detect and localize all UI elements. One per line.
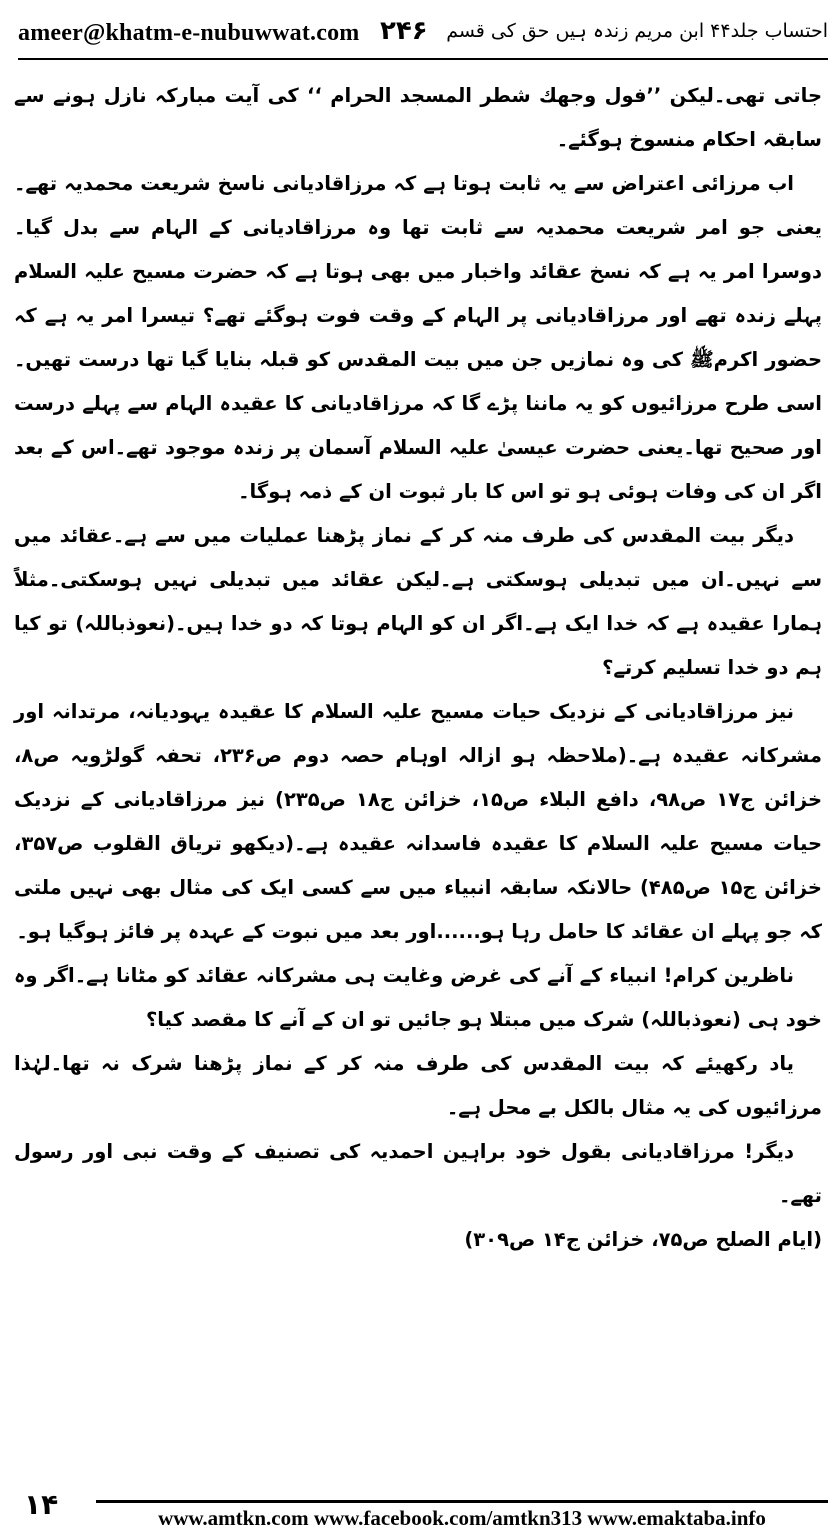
paragraph-7: دیگر! مرزاقادیانی بقول خود براہین احمدیہ کی تصنیف کے وقت نبی اور رسول تھے۔ [14,1140,822,1207]
paragraph-2: اب مرزائی اعتراض سے یہ ثابت ہوتا ہے کہ مرزاقادیانی ناسخ شریعت محمدیہ تھے۔یعنی جو امر شریعت محمدیہ سے ثابت تھا وہ مرزاقادیانی کے الہام سے بدل گیا۔دوسرا امر یہ ہے کہ نسخ عقائد واخبار میں بھی ہوتا ہے کہ حضرت مسیح علیہ السلام پہلے زندہ تھے اور مرزاقادیانی پر الہام کے وقت فوت ہوگئے تھے؟ تیسرا امر یہ ہے کہ حضور اکرمﷺ کی وہ نمازیں جن میں بیت المقدس کو قبلہ بنایا گیا تھا درست تھیں۔اسی طرح مرزائیوں کو یہ ماننا پڑے گا کہ مرزاقادیانی کا عقیدہ الہام سے پہلے درست اور صحیح تھا۔یعنی حضرت عیسیٰ علیہ السلام آسمان پر زندہ موجود تھے۔اس کے بعد اگر ان کی وفات ہوئی ہو تو اس کا بار ثبوت ان کے ذمہ ہوگا۔ [14,172,822,503]
footer-bar [96,1500,828,1533]
paragraph-1: جاتی تھی۔لیکن ’’فول وجهك شطر المسجد الحرام ‘‘ کی آیت مبارکہ نازل ہونے سے سابقہ احکام منسوخ ہوگئے۔ [14,84,822,151]
paragraph-6: یاد رکھیئے کہ بیت المقدس کی طرف منہ کر کے نماز پڑھنا شرک نہ تھا۔لہٰذا مرزائیوں کی یہ مثال بالکل بے محل ہے۔ [14,1052,822,1119]
article-body [14,74,822,1262]
header-page-number: ۲۴۶ [380,16,428,46]
paragraph-5: ناظرین کرام! انبیاء کے آنے کی غرض وغایت ہی مشرکانہ عقائد کو مٹانا ہے۔اگر وہ خود ہی (نعوذباللہ) شرک میں مبتلا ہو جائیں تو ان کے آنے کا مقصد کیا؟ [14,964,822,1031]
header-running-title: احتساب جلد۴۴ ابن مریم زندہ ہیں حق کی قسم [446,20,828,42]
header-email: ameer@khatm-e-nubuwwat.com [18,20,360,46]
page-header [18,12,828,60]
footer-links: www.amtkn.com www.facebook.com/amtkn313 www.emaktaba.info [158,1505,766,1530]
citation: (ایام الصلح ص۷۵، خزائن ج۱۴ ص۳۰۹) [464,1228,822,1251]
paragraph-4: نیز مرزاقادیانی کے نزدیک حیات مسیح علیہ السلام کا عقیدہ یہودیانہ، مرتدانہ اور مشرکانہ عقیدہ ہے۔(ملاحظہ ہو ازالہ اوہام حصہ دوم ص۲۳۶، تحفہ گولڑویہ ص۸، خزائن ج۱۷ ص۹۸، دافع البلاء ص۱۵، خزائن ج۱۸ ص۲۳۵) نیز مرزاقادیانی کے نزدیک حیات مسیح علیہ السلام کا عقیدہ فاسدانہ عقیدہ ہے۔(دیکھو تریاق القلوب ص۳۵۷، خزائن ج۱۵ ص۴۸۵) حالانکہ سابقہ انبیاء میں سے کسی ایک کی مثال بھی نہیں ملتی کہ جو پہلے ان عقائد کا حامل رہا ہو......اور بعد میں نبوت کے عہدہ پر فائز ہوگیا ہو۔ [14,700,823,943]
paragraph-3: دیگر بیت المقدس کی طرف منہ کر کے نماز پڑھنا عملیات میں سے ہے۔عقائد میں سے نہیں۔ان میں تبدیلی ہوسکتی ہے۔لیکن عقائد میں تبدیلی نہیں ہوسکتی۔مثلاً ہمارا عقیدہ ہے کہ خدا ایک ہے۔اگر ان کو الہام ہوتا کہ دو خدا ہیں۔(نعوذباللہ) تو کیا ہم دو خدا تسلیم کرتے؟ [14,524,822,679]
page-footer [18,1484,828,1530]
footer-page-number: ۱۴ [24,1488,59,1521]
